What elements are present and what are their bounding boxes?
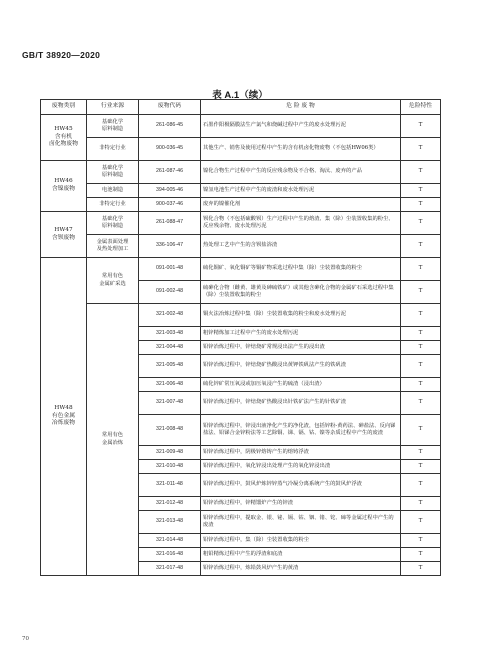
hazard-characteristic-cell: T [401, 341, 441, 355]
table-row [41, 198, 441, 212]
table-row [41, 138, 441, 161]
hazardous-waste-description: 钡化合物（不包括硫酸钡）生产过程中产生的熔渣、集（除）尘装置收集的粉尘、反应残余物、废水处理污泥 [201, 212, 401, 235]
column-header: 行业来源 [87, 100, 139, 115]
hazard-characteristic-cell: T [401, 281, 441, 304]
hazardous-waste-description: 石墨作阳极隔膜法生产氯气和烧碱过程中产生的废水处理污泥 [201, 115, 401, 138]
column-header: 废物类别 [41, 100, 87, 115]
waste-code-cell: 321-003-48 [139, 327, 201, 341]
hazard-characteristic-cell: T [401, 378, 441, 392]
hazardous-waste-description: 废弃的镍催化剂 [201, 198, 401, 212]
waste-category-cell: HW47 含钡废物 [41, 212, 87, 258]
waste-code-cell: 321-010-48 [139, 460, 201, 474]
waste-code-cell: 321-011-48 [139, 474, 201, 497]
waste-code-cell: 321-017-48 [139, 562, 201, 576]
hazard-characteristic-cell: T [401, 446, 441, 460]
table-row [41, 235, 441, 258]
industry-source-cell: 基础化学 原料制造 [87, 161, 139, 184]
industry-source-cell: 基础化学 原料制造 [87, 212, 139, 235]
hazard-characteristic-cell: T [401, 258, 441, 281]
hazardous-waste-table [40, 99, 441, 576]
hazardous-waste-description: 铅锌冶炼过程中，锌浸出液净化产生的净化渣，包括锌粉-黄药法、砷盐法、反向锑盐法、铅锑合金锌粉法等工艺除铜、锑、镉、钴、镍等杂质过程中产生的废渣 [201, 415, 401, 446]
waste-category-cell: HW45 含有机 卤化物废物 [41, 115, 87, 161]
hazard-characteristic-cell: T [401, 474, 441, 497]
hazardous-waste-description: 铅锌冶炼过程中，提取金、银、铋、镉、钴、铟、锗、铊、碲等金属过程中产生的废渣 [201, 511, 401, 534]
hazard-characteristic-cell: T [401, 115, 441, 138]
industry-source-cell: 基础化学 原料制造 [87, 115, 139, 138]
table-row [41, 184, 441, 198]
hazardous-waste-description: 铅锌冶炼过程中，锌焙烧矿热酸浸出针铁矿法产生的针铁矿渣 [201, 392, 401, 415]
hazard-characteristic-cell: T [401, 497, 441, 511]
waste-code-cell: 321-005-48 [139, 355, 201, 378]
hazard-characteristic-cell: T [401, 392, 441, 415]
table-row [41, 161, 441, 184]
hazardous-waste-description: 铜火法冶炼过程中集（除）尘装置收集的粉尘和废水处理污泥 [201, 304, 401, 327]
hazardous-waste-description: 粗锌精炼加工过程中产生的废水处理污泥 [201, 327, 401, 341]
table-caption: 表 A.1（续） [212, 90, 268, 101]
hazard-characteristic-cell: T [401, 327, 441, 341]
column-header: 危 险 废 物 [201, 100, 401, 115]
waste-code-cell: 091-001-48 [139, 258, 201, 281]
hazardous-waste-description: 铅锌冶炼过程中，鼓风炉炼锌锌蒸气冷凝分离系统产生的鼓风炉浮渣 [201, 474, 401, 497]
industry-source-cell: 常用有色 金属冶炼 [87, 304, 139, 576]
hazard-characteristic-cell: T [401, 304, 441, 327]
hazardous-waste-description: 粗铅精炼过程中产生的浮渣和底渣 [201, 548, 401, 562]
table-row [41, 212, 441, 235]
hazard-characteristic-cell: T [401, 562, 441, 576]
waste-code-cell: 321-004-48 [139, 341, 201, 355]
hazard-characteristic-cell: T [401, 460, 441, 474]
hazard-characteristic-cell: T [401, 212, 441, 235]
hazardous-waste-description: 铅锌冶炼过程中，氧化锌浸出处理产生的氧化锌浸出渣 [201, 460, 401, 474]
standard-number: GB/T 38920—2020 [22, 50, 101, 60]
waste-code-cell: 321-012-48 [139, 497, 201, 511]
hazardous-waste-description: 铅锌冶炼过程中，锌焙烧矿热酸浸出黄钾铁矾法产生的铁矾渣 [201, 355, 401, 378]
table-header-row [41, 100, 441, 115]
waste-code-cell: 900-037-46 [139, 198, 201, 212]
hazardous-waste-description: 硫化锌矿常压氧浸或加压氧浸产生的硫渣（浸出渣） [201, 378, 401, 392]
hazardous-waste-description: 镍化合物生产过程中产生的反应残余物及不合格、淘汰、废弃的产品 [201, 161, 401, 184]
industry-source-cell: 常用有色 金属矿采选 [87, 258, 139, 304]
hazardous-waste-description: 镍氢电池生产过程中产生的废渣和废水处理污泥 [201, 184, 401, 198]
hazardous-waste-description: 硫砷化合物（雌黄、雄黄及砷硫铁矿）或其他含砷化合物的金属矿石采选过程中集（除）尘装置收集的粉尘 [201, 281, 401, 304]
industry-source-cell: 金属表面处理 及热处理加工 [87, 235, 139, 258]
waste-category-cell: HW48 有色金属 冶炼废物 [41, 258, 87, 576]
waste-code-cell: 321-008-48 [139, 415, 201, 446]
waste-category-cell: HW46 含镍废物 [41, 161, 87, 212]
waste-code-cell: 261-086-45 [139, 115, 201, 138]
table-row [41, 258, 441, 281]
hazard-characteristic-cell: T [401, 534, 441, 548]
hazard-characteristic-cell: T [401, 184, 441, 198]
waste-code-cell: 321-007-48 [139, 392, 201, 415]
hazardous-waste-description: 热处理工艺中产生的含钡盐浴渣 [201, 235, 401, 258]
hazardous-waste-description: 铅锌冶炼过程中，炼铅鼓风炉产生的黄渣 [201, 562, 401, 576]
industry-source-cell: 电池制造 [87, 184, 139, 198]
waste-code-cell: 321-009-48 [139, 446, 201, 460]
waste-code-cell: 261-088-47 [139, 212, 201, 235]
hazardous-waste-description: 铅锌冶炼过程中，锌精馏炉产生的锌渣 [201, 497, 401, 511]
industry-source-cell: 非特定行业 [87, 198, 139, 212]
industry-source-cell: 非特定行业 [87, 138, 139, 161]
waste-code-cell: 091-002-48 [139, 281, 201, 304]
hazard-characteristic-cell: T [401, 511, 441, 534]
hazard-characteristic-cell: T [401, 235, 441, 258]
hazard-characteristic-cell: T [401, 161, 441, 184]
hazard-characteristic-cell: T [401, 138, 441, 161]
waste-code-cell: 321-014-48 [139, 534, 201, 548]
hazard-characteristic-cell: T [401, 415, 441, 446]
page-number: 70 [22, 636, 29, 642]
waste-code-cell: 336-106-47 [139, 235, 201, 258]
table-row [41, 115, 441, 138]
waste-code-cell: 321-006-48 [139, 378, 201, 392]
hazard-characteristic-cell: T [401, 548, 441, 562]
hazardous-waste-description: 铅锌冶炼过程中，集（除）尘装置收集的粉尘 [201, 534, 401, 548]
column-header: 废物代码 [139, 100, 201, 115]
waste-code-cell: 394-005-46 [139, 184, 201, 198]
waste-code-cell: 321-002-48 [139, 304, 201, 327]
waste-code-cell: 261-087-46 [139, 161, 201, 184]
column-header: 危险特性 [401, 100, 441, 115]
waste-code-cell: 900-036-45 [139, 138, 201, 161]
hazardous-waste-description: 硫化铜矿、氧化铜矿等铜矿物采选过程中集（除）尘装置收集的粉尘 [201, 258, 401, 281]
waste-code-cell: 321-013-48 [139, 511, 201, 534]
table-row [41, 304, 441, 327]
hazard-characteristic-cell: T [401, 198, 441, 212]
hazardous-waste-description: 铅锌冶炼过程中，锌焙烧矿常规浸出法产生的浸出渣 [201, 341, 401, 355]
hazardous-waste-description: 铅锌冶炼过程中，阴极锌熔铸产生的熔铸浮渣 [201, 446, 401, 460]
hazard-characteristic-cell: T [401, 355, 441, 378]
hazardous-waste-description: 其他生产、销售及使用过程中产生的含有机卤化物废物（不包括HW06类） [201, 138, 401, 161]
waste-code-cell: 321-016-48 [139, 548, 201, 562]
